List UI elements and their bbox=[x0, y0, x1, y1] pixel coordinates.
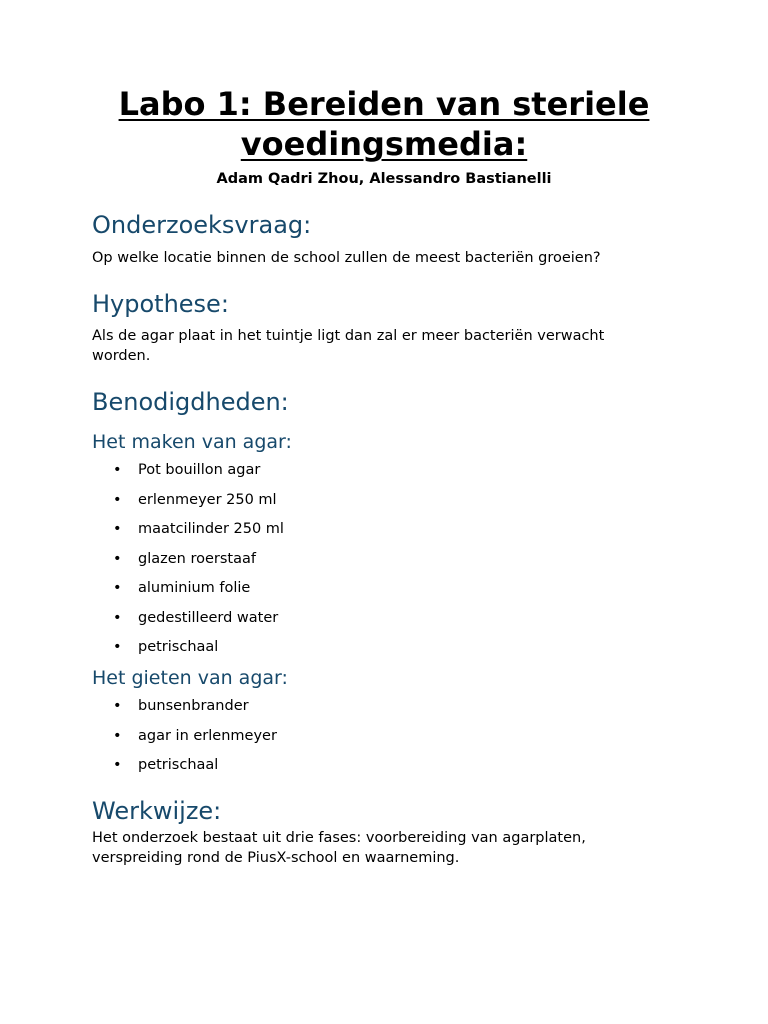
making-agar-list bbox=[92, 460, 284, 667]
list-item bbox=[92, 637, 284, 667]
method-heading: Werkwijze: bbox=[92, 797, 222, 825]
list-item-text: erlenmeyer 250 ml bbox=[138, 491, 277, 508]
method-text: Het onderzoek bestaat uit drie fases: voorbereiding van agarplaten, verspreiding rond de PiusX-school en waarneming. bbox=[92, 830, 586, 866]
list-item bbox=[92, 549, 284, 579]
document-title: Labo 1: Bereiden van steriele voedingsmedia: bbox=[118, 85, 650, 163]
list-item bbox=[92, 608, 284, 638]
list-item bbox=[92, 726, 277, 756]
list-item-text: Pot bouillon agar bbox=[138, 462, 261, 478]
list-item bbox=[92, 755, 277, 785]
list-item-text: gedestilleerd water bbox=[138, 609, 279, 626]
bullet-icon: • bbox=[113, 639, 122, 655]
bullet-icon: • bbox=[113, 462, 122, 478]
list-item bbox=[92, 578, 284, 608]
list-item-text: agar in erlenmeyer bbox=[138, 727, 277, 744]
pouring-agar-heading: Het gieten van agar: bbox=[92, 667, 288, 689]
bullet-icon: • bbox=[113, 609, 122, 626]
list-item bbox=[92, 696, 277, 726]
list-item-text: bunsenbrander bbox=[138, 698, 249, 714]
research-question-heading: Onderzoeksvraag: bbox=[92, 211, 312, 239]
research-question-text: Op welke locatie binnen de school zullen de meest bacteriën groeien? bbox=[92, 250, 601, 266]
pouring-agar-list bbox=[92, 696, 277, 785]
list-item-text: maatcilinder 250 ml bbox=[138, 521, 284, 537]
list-item bbox=[92, 519, 284, 549]
list-item-text: petrischaal bbox=[138, 639, 219, 655]
hypothesis-text: Als de agar plaat in het tuintje ligt dan zal er meer bacteriën verwacht worden. bbox=[92, 328, 605, 364]
list-item-text: petrischaal bbox=[138, 757, 219, 773]
materials-heading: Benodigdheden: bbox=[92, 388, 289, 416]
list-item bbox=[92, 490, 284, 520]
bullet-icon: • bbox=[113, 580, 122, 596]
bullet-icon: • bbox=[113, 757, 122, 773]
bullet-icon: • bbox=[113, 727, 122, 744]
list-item bbox=[92, 460, 284, 490]
bullet-icon: • bbox=[113, 698, 122, 714]
bullet-icon: • bbox=[113, 550, 122, 567]
list-item-text: aluminium folie bbox=[138, 580, 251, 596]
list-item-text: glazen roerstaaf bbox=[138, 550, 256, 567]
hypothesis-heading: Hypothese: bbox=[92, 290, 229, 318]
bullet-icon: • bbox=[113, 491, 122, 508]
authors-line: Adam Qadri Zhou, Alessandro Bastianelli bbox=[216, 171, 552, 187]
bullet-icon: • bbox=[113, 521, 122, 537]
making-agar-heading: Het maken van agar: bbox=[92, 431, 292, 453]
